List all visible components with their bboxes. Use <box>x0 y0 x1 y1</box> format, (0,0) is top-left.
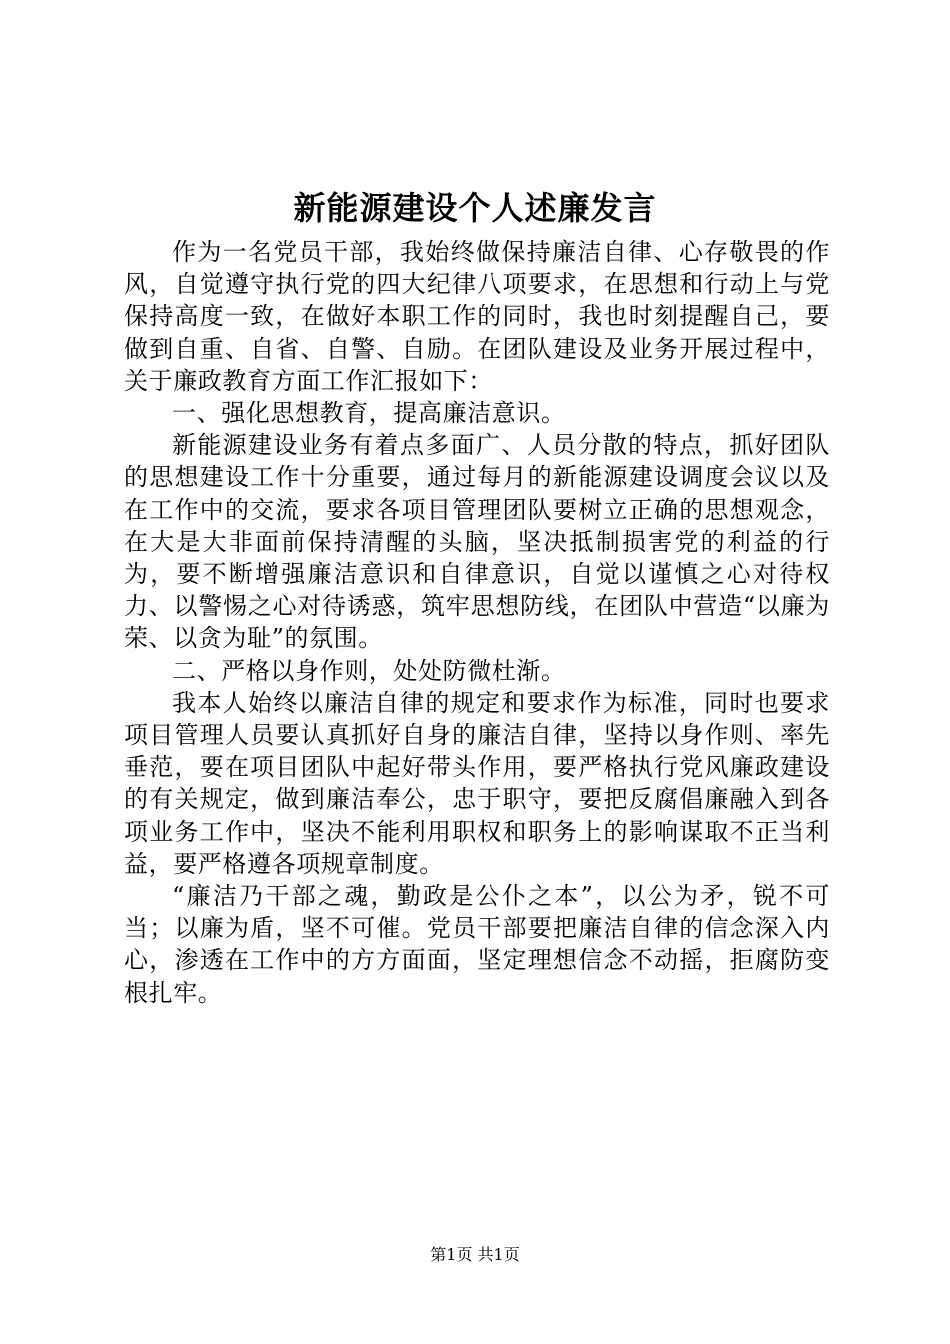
section-paragraph-2: 我本人始终以廉洁自律的规定和要求作为标准，同时也要求项目管理人员要认真抓好自身的廉洁自律，坚持以身作则、率先垂范，要在项目团队中起好带头作用，要严格执行党风廉政建设的有关规定，做到廉洁奉公，忠于职守，要把反腐倡廉融入到各项业务工作中，坚决不能利用职权和职务上的影响谋取不正当利益，要严格遵各项规章制度。 <box>124 688 830 878</box>
section-paragraph-1: 新能源建设业务有着点多面广、人员分散的特点，抓好团队的思想建设工作十分重要，通过每月的新能源建设调度会议以及在工作中的交流，要求各项目管理团队要树立正确的思想观念，在大是大非面前保持清醒的头脑，坚决抵制损害党的利益的行为，要不断增强廉洁意识和自律意识，自觉以谨慎之心对待权力、以警惕之心对待诱惑，筑牢思想防线，在团队中营造“以廉为荣、以贪为耻”的氛围。 <box>124 431 830 653</box>
intro-paragraph: 作为一名党员干部，我始终做保持廉洁自律、心存敬畏的作风，自觉遵守执行党的四大纪律八项要求，在思想和行动上与党保持高度一致，在做好本职工作的同时，我也时刻提醒自己，要做到自重、自省、自警、自励。在团队建设及业务开展过程中，关于廉政教育方面工作汇报如下： <box>124 238 830 395</box>
document-title: 新能源建设个人述廉发言 <box>293 189 657 227</box>
section-heading-1: 一、强化思想教育，提高廉洁意识。 <box>172 399 566 428</box>
closing-paragraph: “廉洁乃干部之魂，勤政是公仆之本”，以公为矛，锐不可当；以廉为盾，坚不可催。党员干部要把廉洁自律的信念深入内心，渗透在工作中的方方面面，坚定理想信念不动摇，拒腐防变根扎牢。 <box>124 882 830 1007</box>
page-footer: 第1页 共1页 <box>430 1245 520 1264</box>
document-body <box>124 236 830 1009</box>
section-heading-2: 二、严格以身作则，处处防微杜渐。 <box>172 656 566 685</box>
